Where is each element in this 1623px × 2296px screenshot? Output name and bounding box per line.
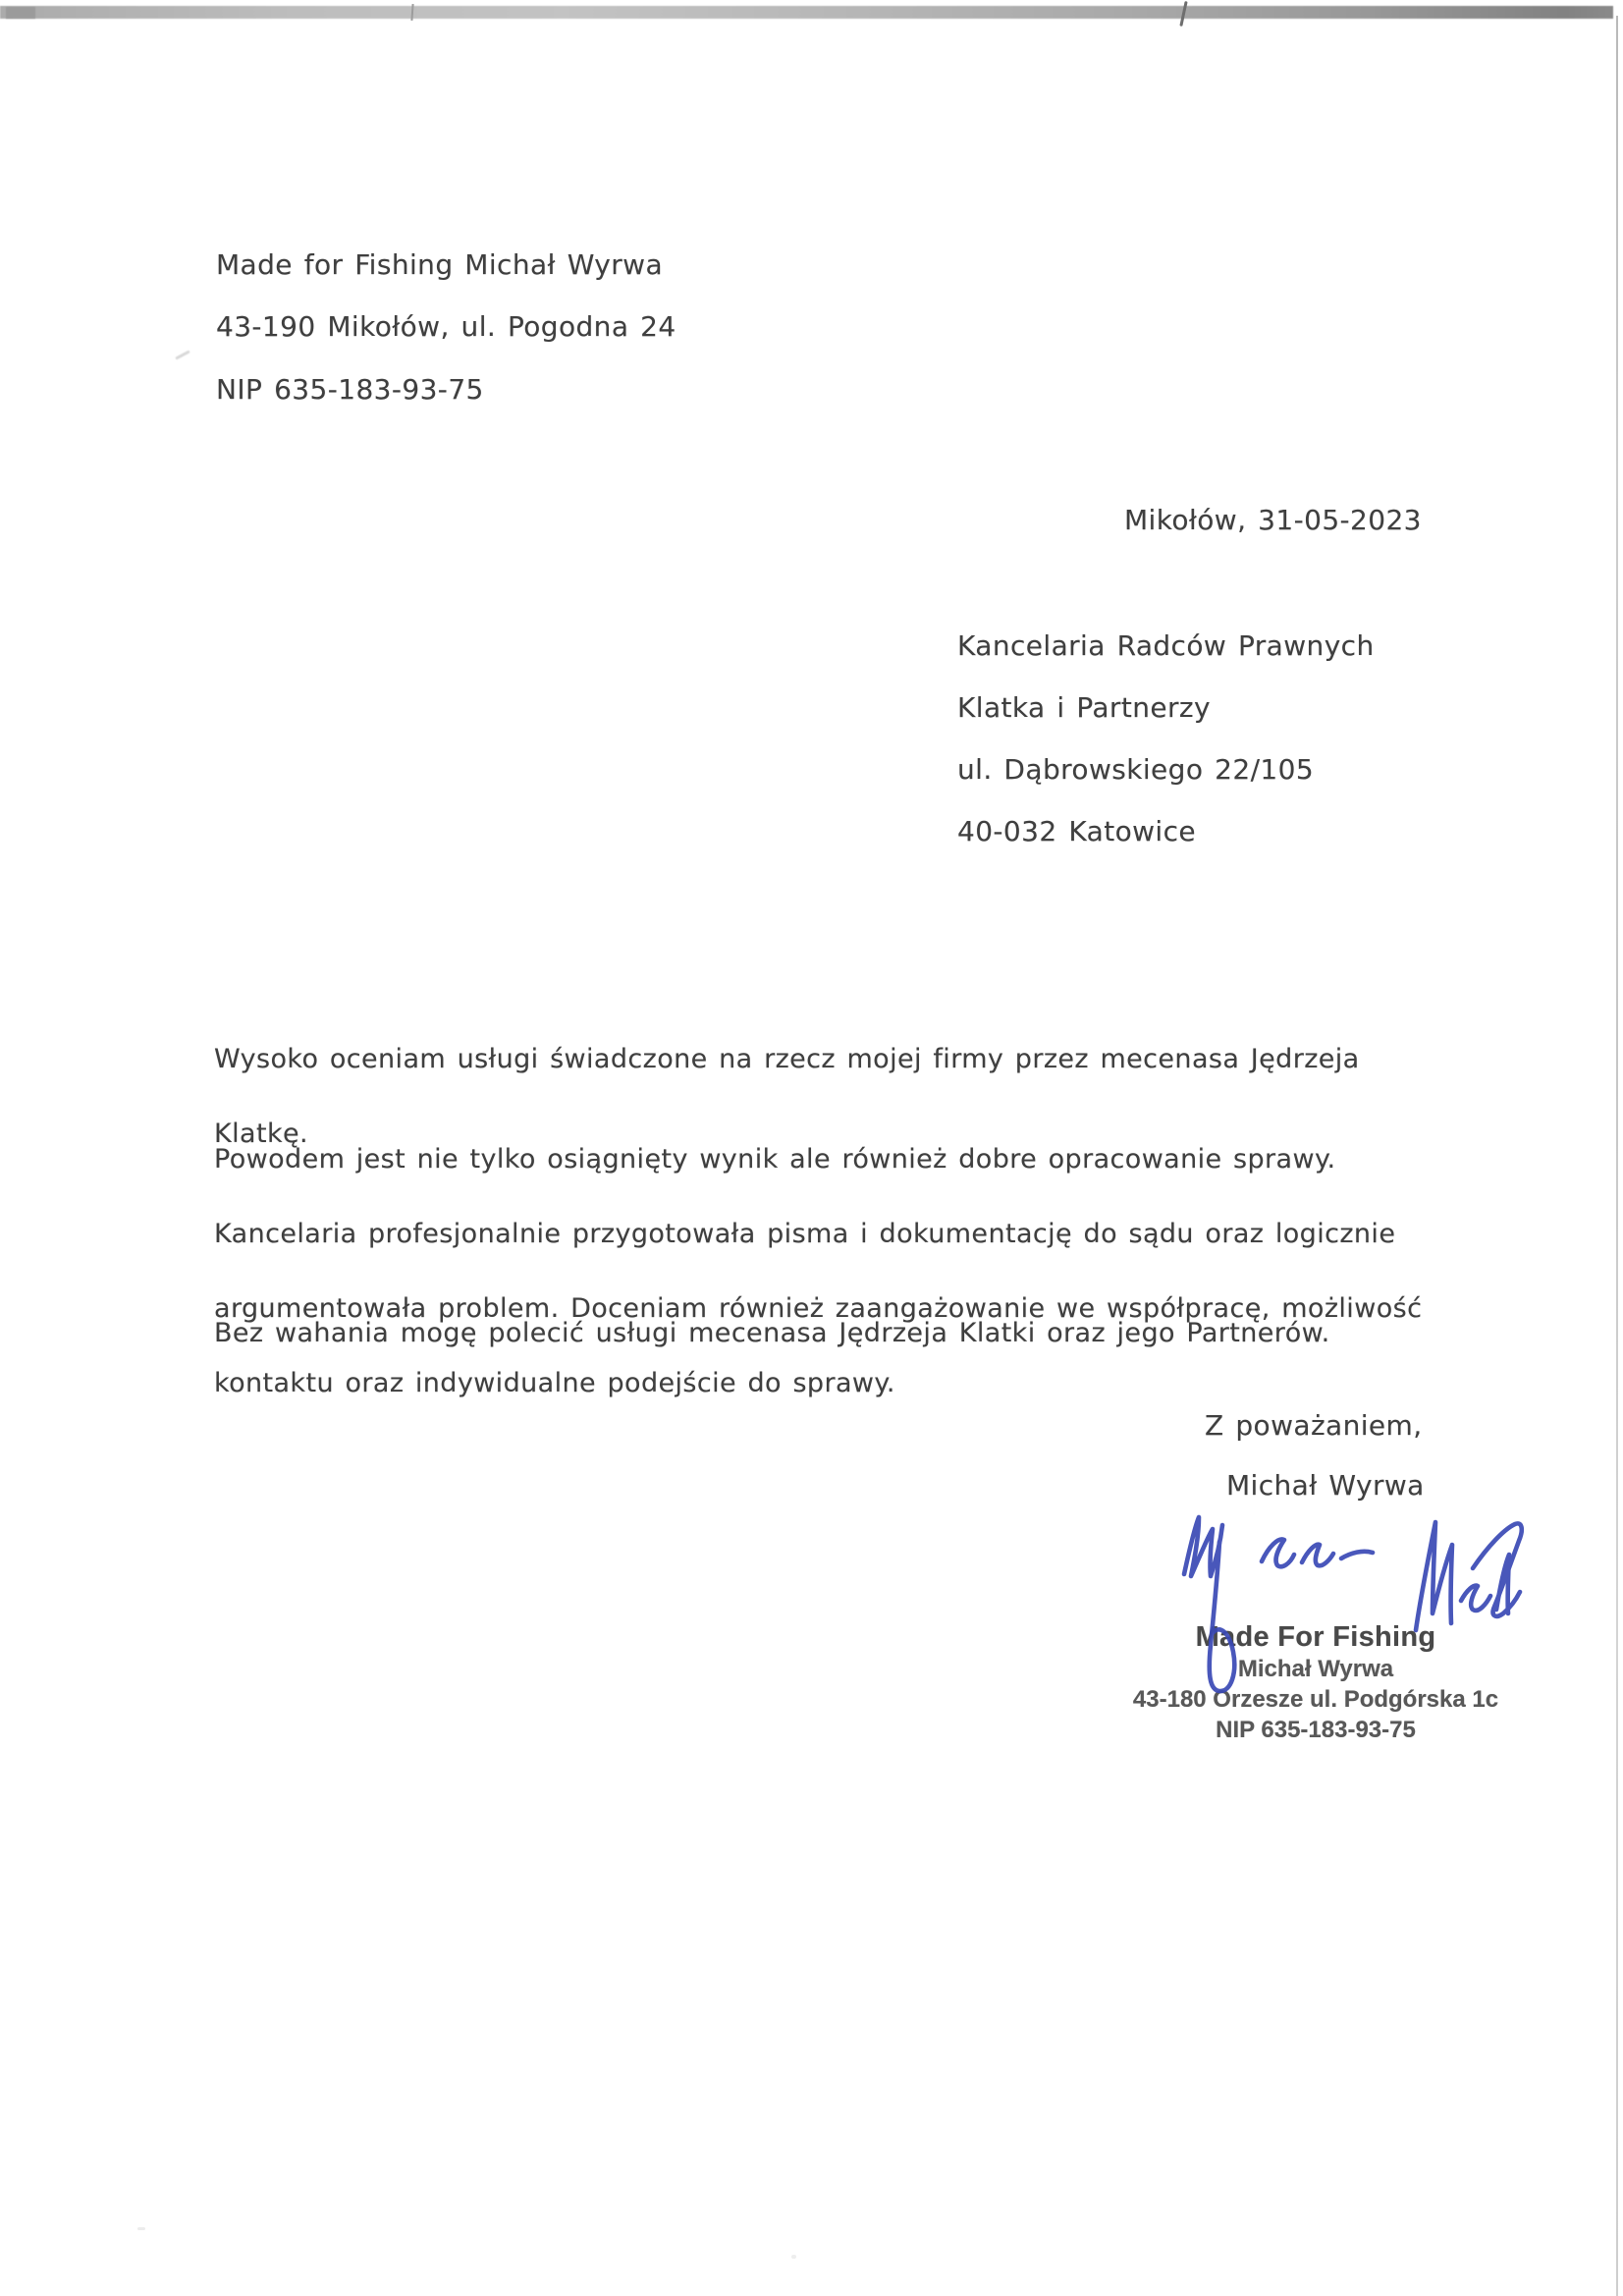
body-text-line: Kancelaria profesjonalnie przygotowała pisma i dokumentację do sądu oraz logicznie (214, 1219, 1396, 1249)
signature-stroke (1473, 1523, 1522, 1615)
stamp-person-name: Michał Wyrwa (1237, 1656, 1394, 1682)
signature-stroke (1262, 1539, 1373, 1566)
sender-nip-line: NIP 635-183-93-75 (216, 373, 484, 406)
scan-artifact-right-edge-line (1616, 16, 1618, 2296)
body-text-line: kontaktu oraz indywidualne podejście do sprawy. (214, 1368, 895, 1398)
closing-name: Michał Wyrwa (1226, 1469, 1425, 1502)
sender-address-line: 43-190 Mikołów, ul. Pogodna 24 (216, 310, 676, 343)
recipient-city-line: 40-032 Katowice (957, 815, 1197, 847)
body-text-line: Wysoko oceniam usługi świadczone na rzecz mojej firmy przez mecenasa Jędrzeja (214, 1044, 1360, 1074)
recipient-firm-line: Kancelaria Radców Prawnych (957, 629, 1375, 662)
scan-artifact-top-band (0, 6, 1613, 19)
recipient-street-line: ul. Dąbrowskiego 22/105 (957, 753, 1315, 786)
place-and-date-line: Mikołów, 31-05-2023 (1124, 504, 1422, 536)
scan-smudge (137, 2227, 145, 2230)
scan-smudge (175, 350, 190, 359)
body-text-line: argumentowała problem. Doceniam również zaangażowanie we współpracę, możliwość (214, 1293, 1423, 1324)
signature-stroke (1416, 1522, 1452, 1630)
body-text-line: Bez wahania mogę polecić usługi mecenasa Jędrzeja Klatki oraz jego Partnerów. (214, 1318, 1330, 1348)
scan-smudge (791, 2255, 796, 2259)
stamp-address: 43-180 Orzesze ul. Podgórska 1c (1132, 1686, 1499, 1713)
stamp-nip: NIP 635-183-93-75 (1216, 1717, 1416, 1743)
body-text-line: Klatkę. (214, 1119, 308, 1149)
scan-artifact-top-left (6, 7, 35, 19)
stamp-company-name: Made For Fishing (1195, 1621, 1436, 1653)
body-text-line: Powodem jest nie tylko osiągnięty wynik ale również dobre opracowanie sprawy. (214, 1144, 1336, 1175)
body-paragraph-3 (214, 1278, 1330, 1390)
recipient-partners-line: Klatka i Partnerzy (957, 691, 1211, 724)
closing-salutation: Z poważaniem, (1205, 1409, 1423, 1442)
handwritten-signature (1159, 1507, 1542, 1733)
sender-name-line: Made for Fishing Michał Wyrwa (216, 248, 664, 281)
